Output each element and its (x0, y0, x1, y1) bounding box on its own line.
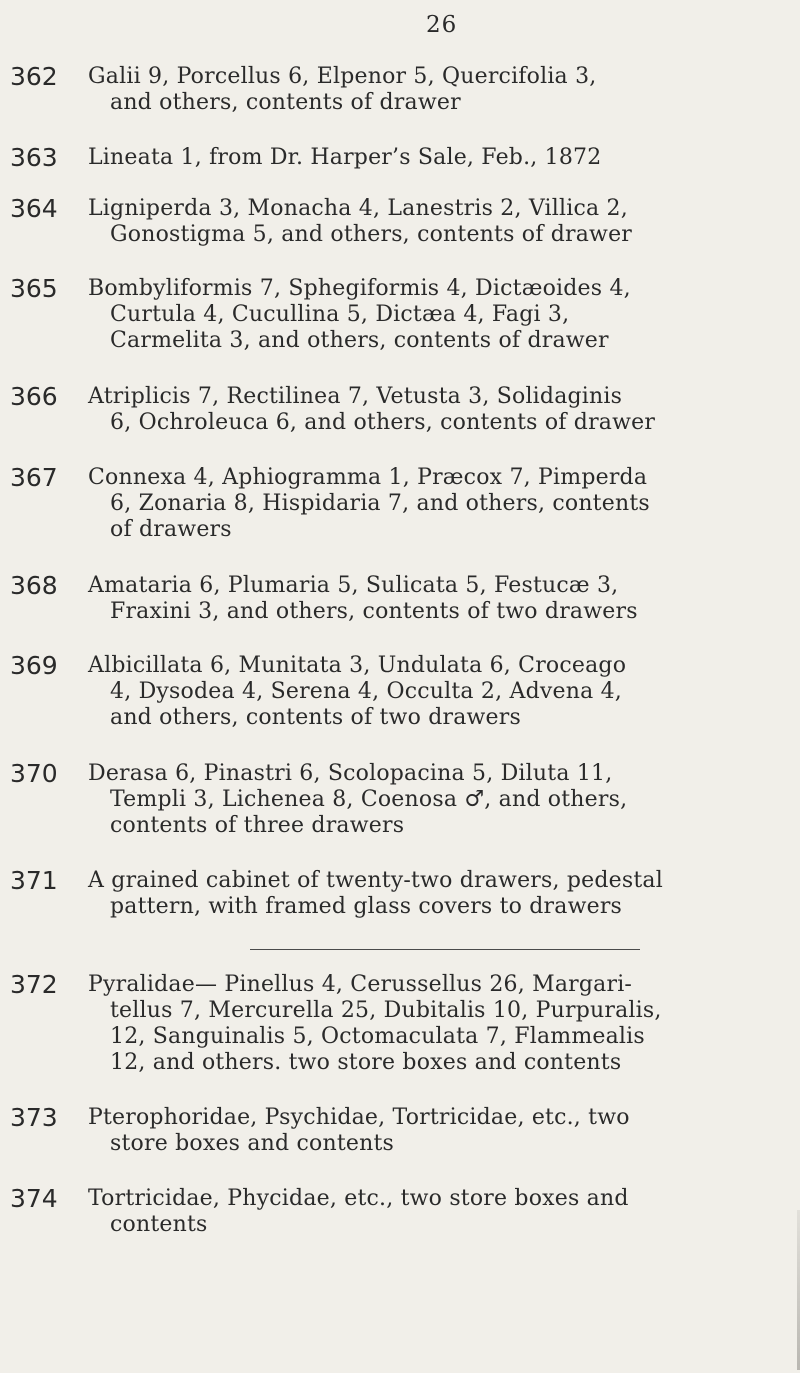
lot-description-line: pattern, with framed glass covers to drawers (110, 894, 623, 919)
lot-description-line: Curtula 4, Cucullina 5, Dictæa 4, Fagi 3, (110, 302, 570, 327)
lot-description-line: Connexa 4, Aphiogramma 1, Præcox 7, Pimperda (88, 465, 648, 490)
lot-number: 372 (10, 970, 58, 999)
lot-number: 367 (10, 463, 58, 492)
lot-description-line: Gonostigma 5, and others, contents of drawer (110, 222, 633, 247)
lot-description-line: 12, and others. two store boxes and contents (110, 1050, 622, 1075)
lot-description-line: 6, Ochroleuca 6, and others, contents of drawer (110, 410, 656, 435)
lot-description-line: Carmelita 3, and others, contents of drawer (110, 328, 609, 353)
lot-number: 368 (10, 571, 58, 600)
lot-description-line: contents of three drawers (110, 813, 405, 838)
section-divider (250, 949, 640, 950)
lot-description-line: 12, Sanguinalis 5, Octomaculata 7, Flammealis (110, 1024, 645, 1049)
lot-description-line: Lineata 1, from Dr. Harper’s Sale, Feb., 1872 (88, 145, 602, 170)
lot-number: 374 (10, 1184, 58, 1213)
lot-description-line: Albicillata 6, Munitata 3, Undulata 6, Croceago (88, 653, 627, 678)
lot-description-line: Ligniperda 3, Monacha 4, Lanestris 2, Villica 2, (88, 196, 628, 221)
lot-description-line: store boxes and contents (110, 1131, 395, 1156)
lot-description-line: Galii 9, Porcellus 6, Elpenor 5, Quercifolia 3, (88, 64, 597, 89)
lot-number: 370 (10, 759, 58, 788)
lot-description-line: and others, contents of drawer (110, 90, 461, 115)
lot-description-line: of drawers (110, 517, 232, 542)
lot-description-line: Templi 3, Lichenea 8, Coenosa ♂, and others, (110, 787, 628, 812)
lot-description-line: 4, Dysodea 4, Serena 4, Occulta 2, Advena 4, (110, 679, 622, 704)
lot-description-line: Bombyliformis 7, Sphegiformis 4, Dictæoides 4, (88, 276, 631, 301)
lot-description-line: Pyralidae— Pinellus 4, Cerussellus 26, Margari- (88, 972, 633, 997)
lot-number: 369 (10, 651, 58, 680)
lot-description-line: Amataria 6, Plumaria 5, Sulicata 5, Festucæ 3, (88, 573, 619, 598)
lot-number: 373 (10, 1103, 58, 1132)
lot-description-line: Tortricidae, Phycidae, etc., two store boxes and (88, 1186, 629, 1211)
page-number: 26 (426, 12, 458, 38)
lot-number: 362 (10, 62, 58, 91)
lot-number: 364 (10, 194, 58, 223)
lot-description-line: Pterophoridae, Psychidae, Tortricidae, etc., two (88, 1105, 630, 1130)
lot-description-line: contents (110, 1212, 208, 1237)
lot-description-line: 6, Zonaria 8, Hispidaria 7, and others, contents (110, 491, 650, 516)
lot-description-line: tellus 7, Mercurella 25, Dubitalis 10, Purpuralis, (110, 998, 662, 1023)
lot-description-line: Derasa 6, Pinastri 6, Scolopacina 5, Diluta 11, (88, 761, 613, 786)
lot-description-line: Fraxini 3, and others, contents of two drawers (110, 599, 638, 624)
lot-number: 363 (10, 143, 58, 172)
lot-description-line: and others, contents of two drawers (110, 705, 521, 730)
lot-number: 365 (10, 274, 58, 303)
lot-description-line: A grained cabinet of twenty-two drawers, pedestal (88, 868, 663, 893)
lot-number: 371 (10, 866, 58, 895)
lot-number: 366 (10, 382, 58, 411)
lot-description-line: Atriplicis 7, Rectilinea 7, Vetusta 3, Solidaginis (88, 384, 623, 409)
